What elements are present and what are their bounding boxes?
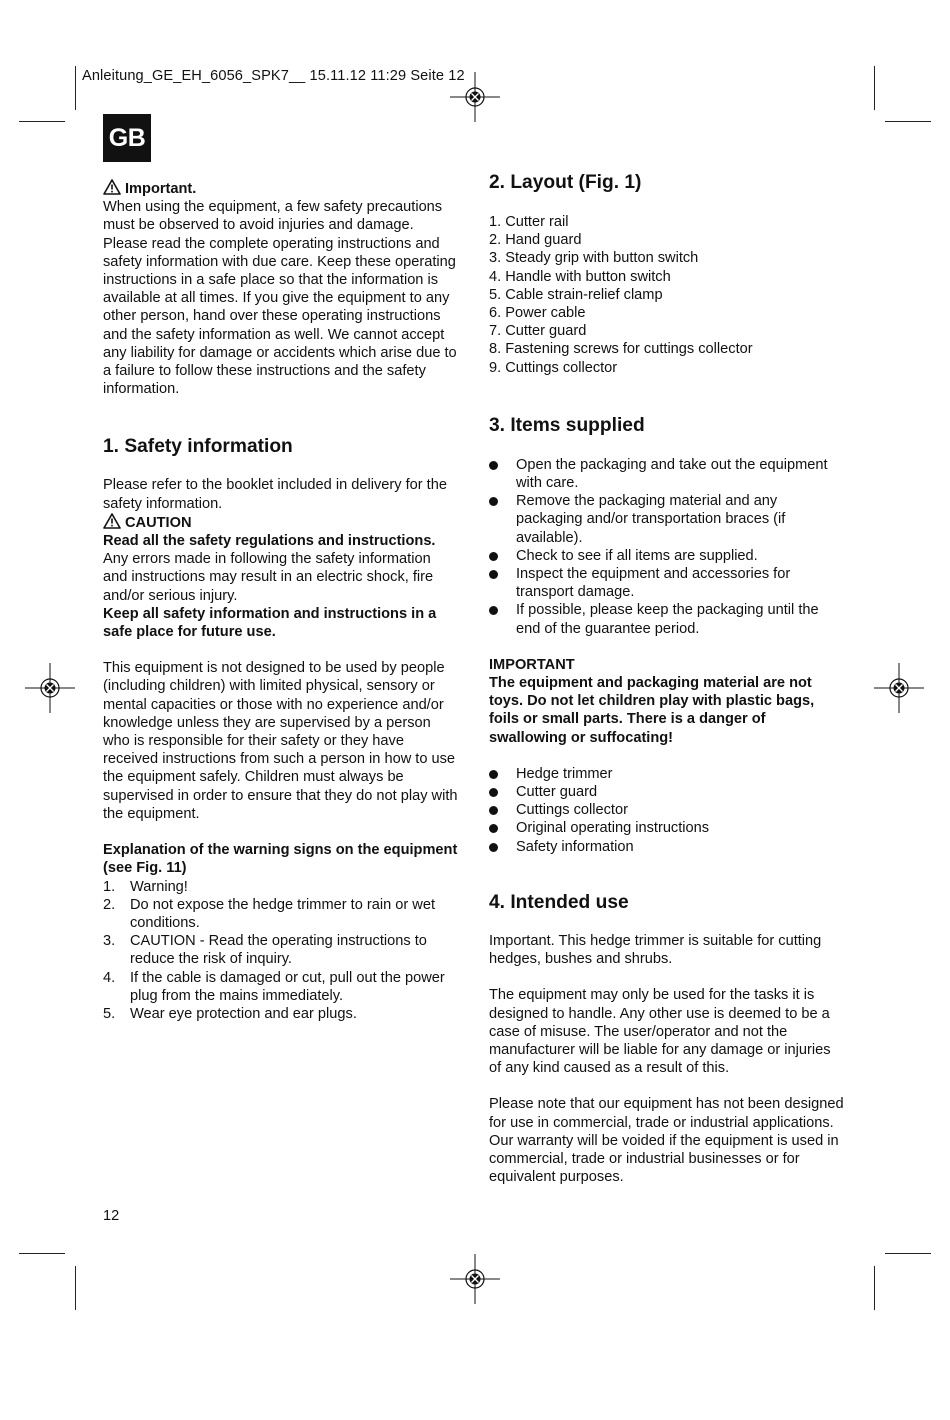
list-item [103,969,459,1005]
caution-title: CAUTION [125,514,192,531]
list-item: 5. Cable strain-relief clamp [489,286,663,303]
bullet-icon [489,806,498,815]
list-item: 9. Cuttings collector [489,359,618,376]
important-paragraph: When using the equipment, a few safety precautions must be observed to avoid injuries and damage. Please read the complete operating instructions and safety information with due care. Keep these operating instructions in a safe place so that the information is available at all times. If you give the equipment to any other person, hand over these operating instructions and the safety information as well. We cannot accept any liability for damage or accidents which arise due to a failure to follow these instructions and the safety information. [103,199,457,398]
list-item: 7. Cutter guard [489,323,587,340]
bullet-icon [489,552,498,561]
intended-use-paragraph-2: The equipment may only be used for the tasks it is designed to handle. Any other use is deemed to be a case of misuse. The user/operator and not the manufacturer will be liable for any damage or injuries of any kind caused as a result of this. [489,987,831,1077]
intended-use-heading: 4. Intended use [489,891,629,913]
item-text: Warning! [130,878,188,895]
item-text: Safety information [516,838,634,855]
crop-mark-top-left-vertical [75,66,76,110]
list-item: 8. Fastening screws for cuttings collector [489,341,753,358]
warning-signs-list [103,878,459,1024]
children-paragraph: This equipment is not designed to be used by people (including children) with limited physical, sensory or mental capacities or those with no experience and/or knowledge unless they are supervised by a person who is responsible for their safety or they have received instructions from such a person in how to use the equipment safely. Children must always be supervised in order to ensure that they do not play with the equipment. [103,660,458,822]
list-item [489,492,845,547]
crop-mark-bottom-left-horizontal [19,1253,65,1254]
list-item: 4. Handle with button switch [489,268,671,285]
registration-mark-right-icon [874,663,924,713]
important-label: IMPORTANT [489,656,575,673]
left-column [103,179,459,1023]
list-item [489,765,845,783]
item-number: 3. [103,933,116,950]
item-text: Remove the packaging material and any packaging and/or transportation braces (if available). [516,493,786,546]
item-text: CAUTION - Read the operating instructions to reduce the risk of inquiry. [130,933,427,968]
bullet-icon [489,570,498,579]
bullet-icon [489,461,498,470]
right-column [489,172,845,1186]
item-number: 4. [103,969,116,986]
list-item [489,456,845,492]
crop-mark-bottom-right-vertical [874,1266,875,1310]
item-text: Check to see if all items are supplied. [516,547,758,564]
list-item [489,819,845,837]
item-text: Inspect the equipment and accessories for transport damage. [516,566,791,601]
list-item: 2. Hand guard [489,232,582,249]
item-text: If the cable is damaged or cut, pull out the power plug from the mains immediately. [130,969,445,1004]
list-item [489,783,845,801]
crop-mark-top-right-vertical [874,66,875,110]
bullet-icon [489,770,498,779]
item-text: Hedge trimmer [516,765,613,782]
list-item: 1. Cutter rail [489,214,569,230]
list-item [489,565,845,601]
page-number: 12 [103,1208,120,1224]
important-children-warning: The equipment and packaging material are not toys. Do not let children play with plastic bags, foils or small parts. There is a danger of swallowing or suffocating! [489,675,815,746]
item-text: If possible, please keep the packaging until the end of the guarantee period. [516,602,819,637]
list-item [103,878,459,896]
item-text: Original operating instructions [516,820,710,837]
item-text: Cutter guard [516,784,598,801]
crop-mark-top-left-horizontal [19,121,65,122]
language-badge: GB [103,114,151,162]
unpacking-steps-list [489,456,845,638]
bullet-icon [489,788,498,797]
safety-heading: 1. Safety information [103,436,293,458]
caution-bold-read: Read all the safety regulations and instructions. [103,533,436,550]
list-item [103,932,459,968]
list-item [489,838,845,856]
registration-mark-left-icon [25,663,75,713]
layout-heading: 2. Layout (Fig. 1) [489,172,642,193]
bullet-icon [489,497,498,506]
list-item [489,801,845,819]
warning-triangle-icon [103,179,121,195]
supplied-items-list [489,765,845,856]
bullet-icon [489,843,498,852]
caution-title-line [103,513,459,532]
intended-use-paragraph-3: Please note that our equipment has not been designed for use in commercial, trade or industrial applications. Our warranty will be voided if the equipment is used in commercial, trade or industrial businesses or for equivalent purposes. [489,1096,844,1186]
list-item: 6. Power cable [489,305,586,322]
crop-mark-bottom-left-vertical [75,1266,76,1310]
warning-signs-heading: Explanation of the warning signs on the equipment (see Fig. 11) [103,842,458,877]
item-text: Do not expose the hedge trimmer to rain or wet conditions. [130,896,436,931]
item-number: 2. [103,896,116,913]
crop-mark-top-right-horizontal [885,121,931,122]
warning-triangle-icon [103,513,121,529]
caution-text: Any errors made in following the safety information and instructions may result in an electric shock, fire and/or serious injury. [103,551,434,604]
registration-mark-bottom-icon [450,1254,500,1304]
intended-use-paragraph-1: Important. This hedge trimmer is suitable for cutting hedges, bushes and shrubs. [489,932,822,968]
item-text: Open the packaging and take out the equipment with care. [516,456,828,492]
important-title: Important. [125,181,197,197]
list-item [489,601,845,637]
crop-mark-bottom-right-horizontal [885,1253,931,1254]
important-title-line [103,179,459,198]
items-supplied-heading: 3. Items supplied [489,414,645,436]
print-slug-header: Anleitung_GE_EH_6056_SPK7__ 15.11.12 11:29 Seite 12 [82,68,465,84]
item-number: 5. [103,1005,116,1022]
bullet-icon [489,824,498,833]
item-number: 1. [103,878,116,895]
list-item: 3. Steady grip with button switch [489,250,699,267]
caution-bold-keep: Keep all safety information and instructions in a safe place for future use. [103,605,437,641]
item-text: Cuttings collector [516,802,628,819]
bullet-icon [489,606,498,615]
list-item [103,1005,459,1023]
list-item [489,547,845,565]
safety-intro: Please refer to the booklet included in delivery for the safety information. [103,477,447,512]
item-text: Wear eye protection and ear plugs. [130,1005,357,1022]
list-item [103,896,459,932]
layout-list [489,213,845,377]
